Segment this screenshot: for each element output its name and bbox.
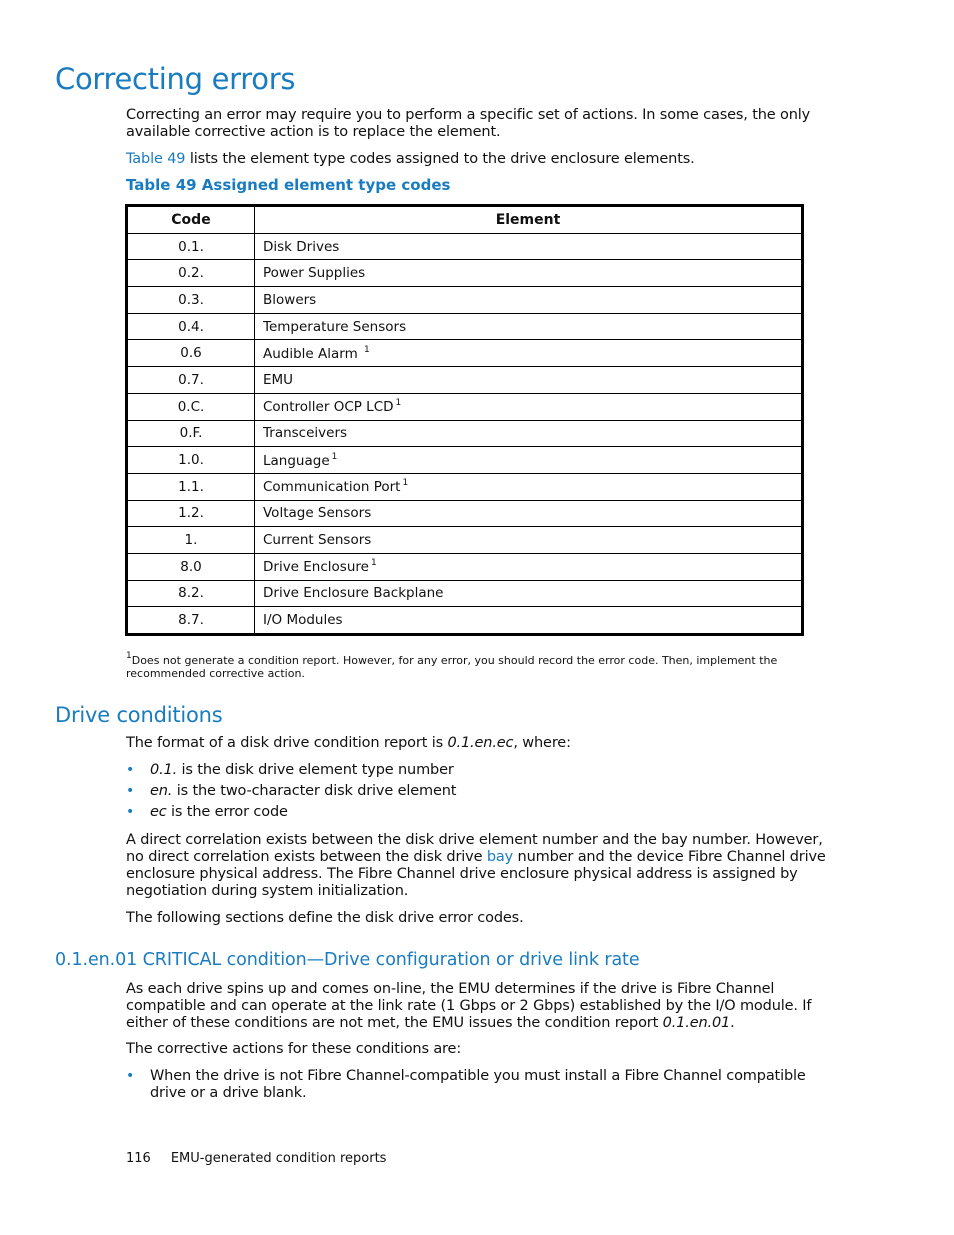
code-cell: 1.0. <box>127 447 255 474</box>
intro-table-reference-text: lists the element type codes assigned to the drive enclosure elements. <box>185 151 695 167</box>
bullet-term: ec <box>150 804 167 820</box>
element-name: Blowers <box>263 291 317 308</box>
critical-paragraph <box>126 981 831 1032</box>
table-row <box>127 393 803 420</box>
format-bullet-list <box>126 762 456 821</box>
intro-table-reference <box>126 151 836 168</box>
bullet-icon: • <box>126 804 135 820</box>
correlation-text: A direct correlation exists between the disk drive element number and the bay number. However, no direct correlation exists between the disk drive <box>126 832 823 865</box>
table-row <box>127 233 803 260</box>
code-cell: 0.6 <box>127 340 255 367</box>
element-name: I/O Modules <box>263 612 343 629</box>
element-name: Language <box>263 452 330 469</box>
element-cell <box>255 260 803 287</box>
element-name: Drive Enclosure <box>263 559 369 576</box>
code-cell: 8.7. <box>127 607 255 635</box>
code-cell: 0.C. <box>127 393 255 420</box>
table-row <box>127 287 803 314</box>
bullet-term: 0.1. <box>150 762 178 778</box>
element-cell <box>255 527 803 554</box>
element-name: Current Sensors <box>263 532 372 549</box>
table-caption: Table 49 Assigned element type codes <box>126 176 451 194</box>
table-row <box>127 553 803 580</box>
element-cell <box>255 287 803 314</box>
element-name: Disk Drives <box>263 238 340 255</box>
element-cell <box>255 553 803 580</box>
element-cell <box>255 367 803 394</box>
element-name: Audible Alarm <box>263 345 363 362</box>
element-name: Temperature Sensors <box>263 318 407 335</box>
code-cell: 0.3. <box>127 287 255 314</box>
table-row <box>127 580 803 607</box>
table-row <box>127 500 803 527</box>
element-name: Voltage Sensors <box>263 505 372 522</box>
code-cell: 1.2. <box>127 500 255 527</box>
element-cell <box>255 233 803 260</box>
element-name: Power Supplies <box>263 265 366 282</box>
element-name: Transceivers <box>263 425 348 442</box>
list-item <box>126 783 456 800</box>
intro-paragraph: Correcting an error may require you to perform a specific set of actions. In some cases, the only available corrective action is to replace the element. <box>126 107 811 140</box>
footnote-mark: 1 <box>126 651 132 661</box>
element-name: Controller OCP LCD <box>263 399 394 416</box>
bay-link[interactable]: bay <box>486 849 514 865</box>
bullet-text: is the error code <box>166 804 288 820</box>
list-item <box>126 1068 806 1102</box>
element-cell <box>255 420 803 447</box>
bullet-term: en. <box>150 783 173 799</box>
code-cell: 0.F. <box>127 420 255 447</box>
table-row <box>127 420 803 447</box>
table-49-link[interactable]: Table 49 <box>126 151 186 167</box>
table-row <box>127 367 803 394</box>
footnote-reference: 1 <box>395 398 402 409</box>
code-cell: 0.7. <box>127 367 255 394</box>
drive-conditions-heading: Drive conditions <box>55 703 223 727</box>
element-cell <box>255 340 803 367</box>
bullet-text: is the disk drive element type number <box>177 762 454 778</box>
table-row <box>127 260 803 287</box>
critical-text-end: . <box>730 1015 735 1031</box>
element-cell <box>255 580 803 607</box>
element-cell <box>255 447 803 474</box>
format-paragraph <box>126 735 836 752</box>
correlation-text-end: number and the device Fibre Channel drive enclosure physical address. The Fibre Channel drive enclosure physical address is assigned by negotiation during system initialization. <box>126 849 826 899</box>
table-footnote <box>126 650 786 680</box>
footer-section-title: EMU-generated condition reports <box>170 1151 387 1166</box>
element-cell <box>255 313 803 340</box>
list-item <box>126 762 456 779</box>
critical-code: 0.1.en.01 <box>662 1015 731 1031</box>
footnote-reference: 1 <box>370 558 377 569</box>
bullet-icon: • <box>126 1068 135 1084</box>
format-text: The format of a disk drive condition report is <box>126 735 448 751</box>
code-cell: 8.2. <box>127 580 255 607</box>
element-column-header: Element <box>255 206 803 234</box>
code-cell: 0.1. <box>127 233 255 260</box>
table-row <box>127 447 803 474</box>
code-cell: 0.2. <box>127 260 255 287</box>
element-cell <box>255 607 803 635</box>
table-row <box>127 607 803 635</box>
list-item <box>126 804 456 821</box>
code-cell: 1. <box>127 527 255 554</box>
page-title: Correcting errors <box>55 62 296 96</box>
bullet-icon: • <box>126 783 135 799</box>
footnote-text: Does not generate a condition report. However, for any error, you should record the error code. Then, implement the recommended corrective action. <box>126 654 778 680</box>
footnote-reference: 1 <box>364 344 370 355</box>
corrective-actions-paragraph: The corrective actions for these conditions are: <box>126 1041 462 1057</box>
code-cell: 0.4. <box>127 313 255 340</box>
footnote-reference: 1 <box>402 478 409 489</box>
bullet-text: When the drive is not Fibre Channel-compatible you must install a Fibre Channel compatible drive or a drive blank. <box>150 1068 806 1101</box>
page-number: 116 <box>126 1151 151 1166</box>
critical-text: As each drive spins up and comes on-line, the EMU determines if the drive is Fibre Channel compatible and can operate at the link rate (1 Gbps or 2 Gbps) established by the I/O module. If either of these conditions are not met, the EMU issues the condition report <box>126 981 812 1031</box>
table-row <box>127 527 803 554</box>
correlation-paragraph <box>126 832 841 900</box>
table-row <box>127 473 803 500</box>
bullet-text: is the two-character disk drive element <box>172 783 457 799</box>
code-cell: 1.1. <box>127 473 255 500</box>
page-footer <box>126 1151 386 1166</box>
element-cell <box>255 473 803 500</box>
code-column-header: Code <box>127 206 255 234</box>
element-codes-table <box>125 204 804 636</box>
element-cell <box>255 500 803 527</box>
critical-condition-heading: 0.1.en.01 CRITICAL condition—Drive configuration or drive link rate <box>55 950 640 970</box>
footnote-reference: 1 <box>331 451 338 462</box>
element-name: Communication Port <box>263 479 401 496</box>
table-header-row <box>127 206 803 234</box>
element-name: Drive Enclosure Backplane <box>263 585 444 602</box>
table-row <box>127 340 803 367</box>
table-row <box>127 313 803 340</box>
format-code: 0.1.en.ec <box>447 735 514 751</box>
element-name: EMU <box>263 371 294 388</box>
format-text-end: , where: <box>513 735 571 751</box>
code-cell: 8.0 <box>127 553 255 580</box>
bullet-icon: • <box>126 762 135 778</box>
element-cell <box>255 393 803 420</box>
corrective-bullet-list <box>126 1068 806 1102</box>
sections-paragraph: The following sections define the disk drive error codes. <box>126 910 524 926</box>
